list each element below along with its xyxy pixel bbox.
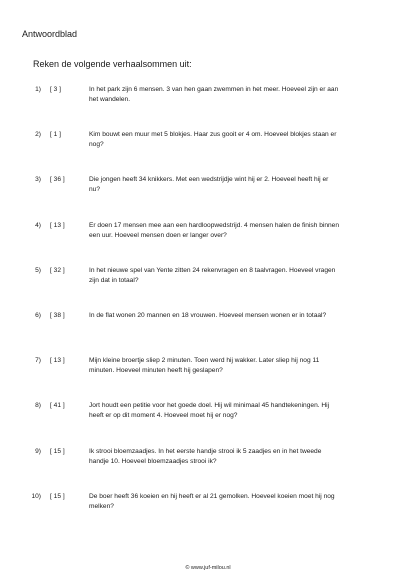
question-text-line: nog?	[89, 141, 104, 149]
question-text-line: heeft er op dit moment 4. Hoeveel moet hij er nog?	[89, 412, 238, 420]
question-item	[0, 221, 416, 266]
question-text	[89, 221, 379, 241]
question-text-line: zijn dat in totaal?	[89, 276, 139, 284]
question-text	[89, 266, 379, 286]
question-text	[89, 447, 379, 467]
footer-credit: © www.juf-milou.nl	[185, 565, 231, 571]
question-item	[0, 85, 416, 130]
question-answer: [ 38 ]	[50, 311, 65, 319]
question-answer: [ 15 ]	[50, 447, 65, 455]
question-number: 7)	[35, 357, 41, 365]
question-number: 9)	[35, 447, 41, 455]
question-text-line: In het nieuwe spel van Yente zitten 24 rekenvragen en 8 taalvragen. Hoeveel vragen	[89, 266, 336, 274]
question-text	[89, 130, 379, 150]
question-item	[0, 356, 416, 401]
question-answer: [ 41 ]	[50, 402, 65, 410]
question-text	[89, 356, 379, 376]
question-text-line: Mijn kleine broertje sliep 2 minuten. Toen werd hij wakker. Later sliep hij nog 11	[89, 357, 320, 365]
question-text	[89, 401, 379, 421]
question-text	[89, 492, 379, 512]
question-number: 10)	[31, 492, 41, 500]
question-text-line: een uur. Hoeveel mensen doen er langer over?	[89, 231, 227, 239]
question-text-line: In het park zijn 6 mensen. 3 van hen gaan zwemmen in het meer. Hoeveel zijn er aan	[89, 86, 339, 93]
question-answer: [ 3 ]	[50, 86, 61, 93]
question-number: 5)	[35, 266, 41, 274]
question-text-line: Er doen 17 mensen mee aan een hardloopwedstrijd. 4 mensen halen de finish binnen	[89, 221, 339, 229]
question-text-line: melken?	[89, 502, 114, 510]
question-item	[0, 130, 416, 175]
question-item	[0, 311, 416, 356]
question-text-line: nu?	[89, 186, 101, 194]
question-item	[0, 492, 416, 537]
question-number: 2)	[35, 131, 41, 139]
question-item	[0, 175, 416, 220]
question-text	[89, 311, 379, 321]
instruction: Reken de volgende verhaalsommen uit:	[33, 59, 192, 69]
question-number: 1)	[35, 86, 41, 93]
question-answer: [ 15 ]	[50, 492, 65, 500]
question-item	[0, 401, 416, 446]
question-item	[0, 266, 416, 311]
question-item	[0, 447, 416, 492]
question-answer: [ 36 ]	[50, 176, 65, 184]
question-text-line: De boer heeft 36 koeien en hij heeft er al 21 gemolken. Hoeveel koeien moet hij nog	[89, 492, 335, 500]
question-text-line: In de flat wonen 20 mannen en 18 vrouwen. Hoeveel mensen wonen er in totaal?	[89, 311, 327, 319]
question-text-line: Kim bouwt een muur met 5 blokjes. Haar zus gooit er 4 om. Hoeveel blokjes staan er	[89, 131, 337, 139]
question-text-line: het wandelen.	[89, 96, 131, 103]
question-text	[89, 175, 379, 195]
question-text-line: Jort houdt een petitie voor het goede doel. Hij wil minimaal 45 handtekeningen. Hij	[89, 402, 330, 410]
question-text-line: minuten. Hoeveel minuten heeft hij geslapen?	[89, 367, 223, 375]
question-list	[0, 85, 416, 537]
question-answer: [ 32 ]	[50, 266, 65, 274]
question-number: 4)	[35, 221, 41, 229]
question-text-line: Die jongen heeft 34 knikkers. Met een wedstrijdje wint hij er 2. Hoeveel heeft hij er	[89, 176, 329, 184]
question-number: 3)	[35, 176, 41, 184]
question-text-line: Ik strooi bloemzaadjes. In het eerste handje strooi ik 5 zaadjes en in het tweede	[89, 447, 322, 455]
question-answer: [ 13 ]	[50, 221, 65, 229]
question-text-line: handje 10. Hoeveel bloemzaadjes strooi ik?	[89, 457, 217, 465]
question-answer: [ 13 ]	[50, 357, 65, 365]
question-text	[89, 85, 379, 105]
question-number: 6)	[35, 311, 41, 319]
question-answer: [ 1 ]	[50, 131, 61, 139]
page-title: Antwoordblad	[22, 29, 78, 39]
question-number: 8)	[35, 402, 41, 410]
